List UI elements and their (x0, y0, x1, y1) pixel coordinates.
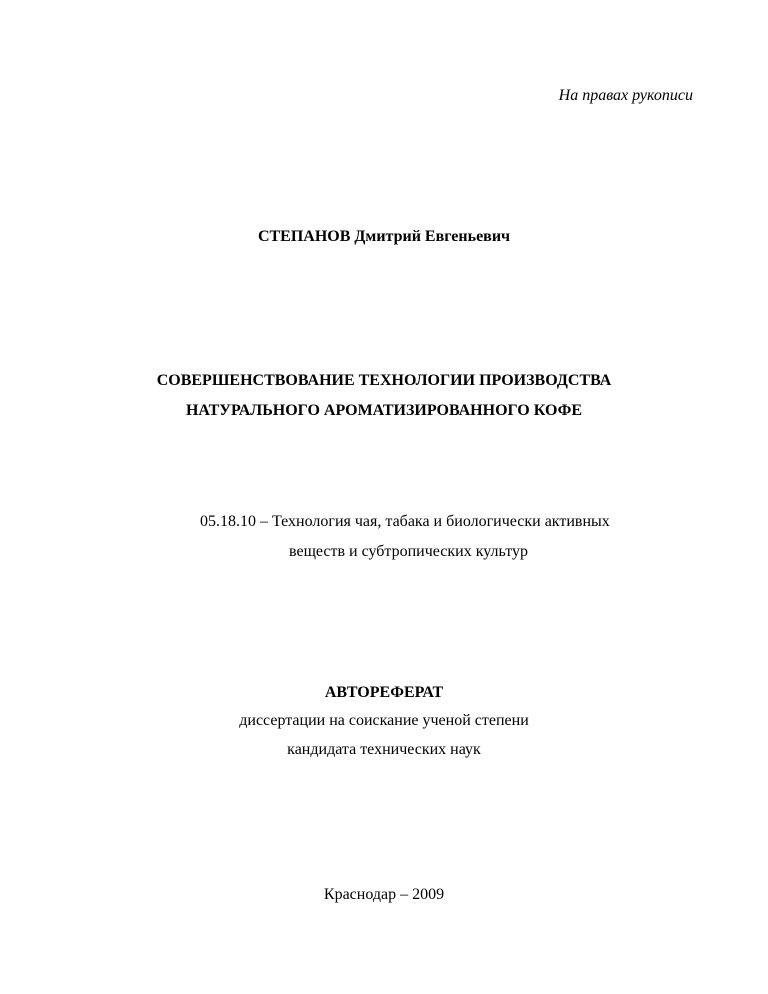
dissertation-title-line-1: СОВЕРШЕНСТВОВАНИЕ ТЕХНОЛОГИИ ПРОИЗВОДСТВА (156, 372, 612, 389)
author-name (0, 227, 768, 247)
specialty-line-1: 05.18.10 – Технология чая, табака и биологически активных (200, 513, 610, 530)
author-surname: СТЕПАНОВ (257, 228, 351, 245)
author-given-names: Дмитрий Евгеньевич (354, 228, 511, 245)
degree-line-1: диссертации на соискание ученой степени (239, 712, 529, 729)
specialty-line-2: веществ и субтропических культур (289, 543, 529, 560)
dissertation-title-line-2: НАТУРАЛЬНОГО АРОМАТИЗИРОВАННОГО КОФЕ (185, 402, 582, 419)
work-type-heading: АВТОРЕФЕРАТ (324, 684, 444, 701)
degree-line-2: кандидата технических наук (287, 741, 481, 758)
place-and-year: Краснодар – 2009 (323, 886, 445, 903)
rights-note: На правах рукописи (558, 87, 693, 104)
